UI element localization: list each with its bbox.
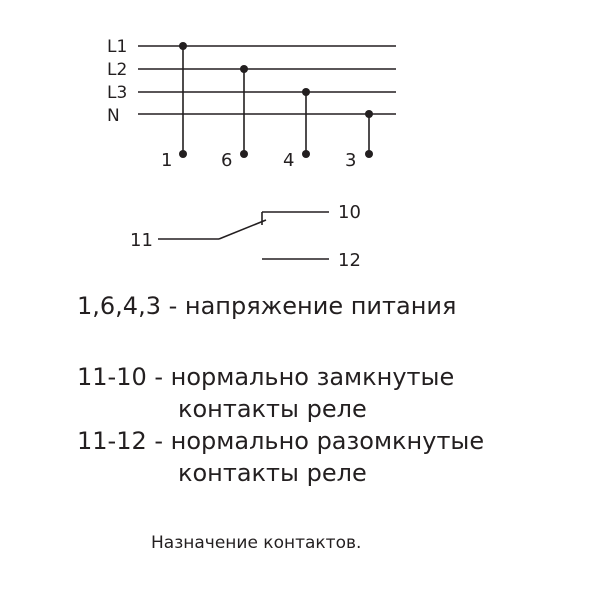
relay-label-12: 12	[338, 250, 361, 271]
legend-nc-contacts: 11-10 - нормально замкнутые	[77, 363, 455, 391]
terminal-dot-6	[240, 150, 248, 158]
junction-dot-l1	[179, 42, 187, 50]
relay-label-11: 11	[130, 230, 153, 251]
terminal-label-4: 4	[283, 150, 295, 171]
junction-dot-l2	[240, 65, 248, 73]
bus-label-l1: L1	[107, 37, 128, 57]
relay-label-10: 10	[338, 202, 361, 223]
legend-no-contacts: 11-12 - нормально разомкнутые	[77, 427, 485, 455]
figure-caption: Назначение контактов.	[151, 533, 362, 553]
bus-label-n: N	[107, 106, 120, 126]
terminal-label-1: 1	[161, 150, 173, 171]
terminal-dot-3	[365, 150, 373, 158]
bus-label-l3: L3	[107, 83, 128, 103]
bus-label-l2: L2	[107, 60, 128, 80]
legend-nc-contacts-continued: контакты реле	[178, 395, 367, 423]
legend-supply-voltage: 1,6,4,3 - напряжение питания	[77, 292, 457, 320]
terminal-label-3: 3	[345, 150, 357, 171]
terminal-label-6: 6	[221, 150, 233, 171]
terminal-dot-4	[302, 150, 310, 158]
junction-dot-l3	[302, 88, 310, 96]
terminal-dot-1	[179, 150, 187, 158]
legend-no-contacts-continued: контакты реле	[178, 459, 367, 487]
relay-switch-blade	[219, 220, 266, 239]
junction-dot-n	[365, 110, 373, 118]
